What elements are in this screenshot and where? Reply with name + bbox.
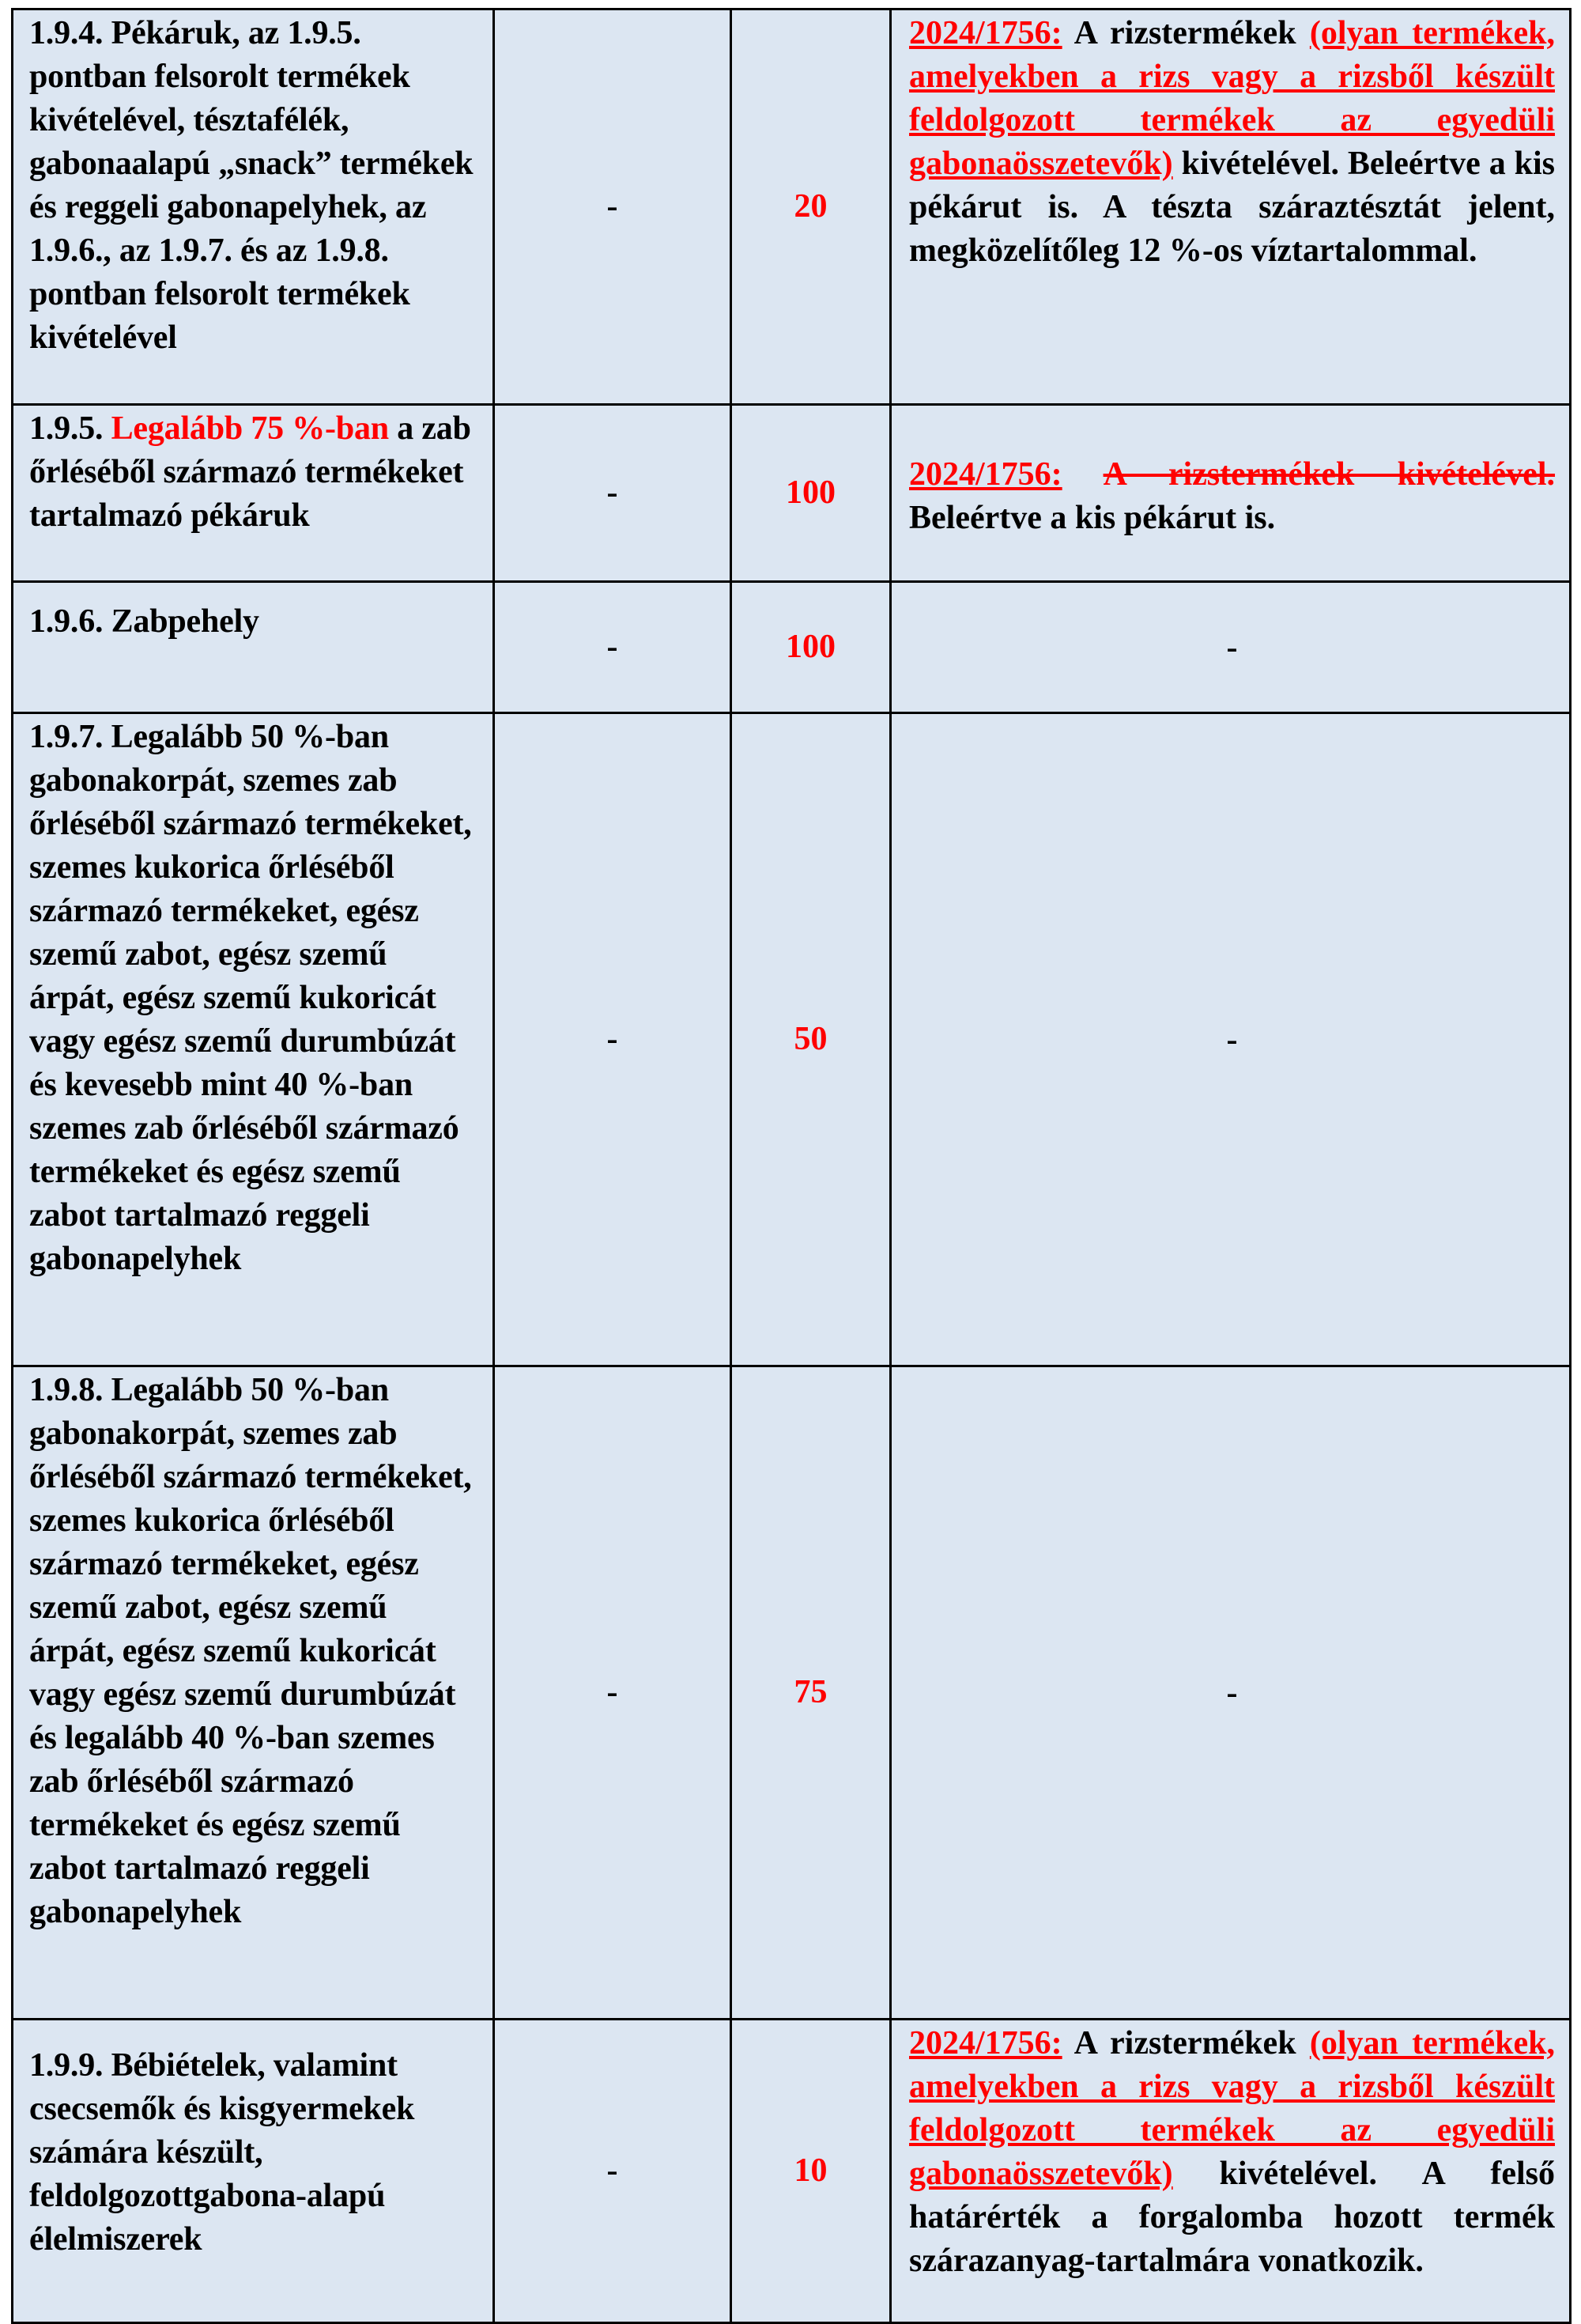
product-category-cell: [13, 713, 494, 1366]
dash-value: -: [606, 629, 618, 665]
product-category-text: 1.9.9. Bébiételek, valamint csecsemők és kisgyermekek számára készült, feldolgozottgabona-alapú élelmiszerek: [29, 2047, 415, 2258]
table-row: [13, 582, 1571, 713]
limit-value: 50: [794, 1021, 828, 1057]
limit-value-cell: [731, 1366, 891, 2020]
product-category-cell: [13, 405, 494, 582]
amendment-reference: 2024/1756:: [909, 2025, 1062, 2061]
dash-cell: [494, 405, 731, 582]
limit-value-cell: [731, 9, 891, 405]
note-text: kivételével. A felső határérték a forgalomba hozott termék szárazanyag-tartalmára vonatkozik.: [909, 2156, 1555, 2279]
limit-value: 100: [786, 474, 836, 511]
limit-value-cell: [731, 582, 891, 713]
note-dash: -: [1226, 629, 1238, 666]
note-text: kivételével. Beleértve a kis pékárut is. A tészta száraztésztát jelent, megközelítőleg 12 %-os víztartalommal.: [909, 145, 1555, 269]
product-category-text: 1.9.6. Zabpehely: [29, 603, 259, 640]
product-category-cell: [13, 582, 494, 713]
limits-table-wrapper: [11, 8, 1572, 2324]
table-row: [13, 9, 1571, 405]
limit-value: 20: [794, 188, 828, 225]
dash-cell: [494, 713, 731, 1366]
product-category-cell: [13, 9, 494, 405]
note-dash: -: [1226, 1022, 1238, 1058]
inserted-text: (olyan termékek, amelyekben a rizs vagy a rizsből készült feldolgozott termékek az egyedüli gabonaösszetevők): [909, 2025, 1555, 2192]
dash-cell: [494, 9, 731, 405]
product-category-text: 1.9.4. Pékáruk, az 1.9.5. pontban felsorolt termékek kivételével, tésztafélék, gabonaalapú „snack” termékek és reggeli gabonapelyhek, az 1.9.6., az 1.9.7. és az 1.9.8. pontban felsorolt termékek kivételével: [29, 15, 474, 356]
table-row: [13, 2020, 1571, 2323]
product-category-cell: [13, 2020, 494, 2323]
limit-value: 100: [786, 629, 836, 665]
note-cell: [891, 9, 1571, 405]
note-text: A rizstermékek: [1062, 2025, 1310, 2061]
note-dash: -: [1226, 1675, 1238, 1711]
note-cell: [891, 2020, 1571, 2323]
limit-value: 75: [794, 1674, 828, 1710]
note-cell: [891, 1366, 1571, 2020]
amendment-reference: 2024/1756:: [909, 15, 1062, 51]
product-category-text: 1.9.7. Legalább 50 %-ban gabonakorpát, szemes zab őrléséből származó termékeket, szemes kukorica őrléséből származó termékeket, egész szemű zabot, egész szemű árpát, egész szemű kukoricát vagy egész szemű durumbúzát és kevesebb mint 40 %-ban szemes zab őrléséből származó termékeket és egész szemű zabot tartalmazó reggeli gabonapelyhek: [29, 719, 472, 1277]
amendment-reference: 2024/1756:: [909, 456, 1062, 493]
product-category-suffix: a zab őrléséből származó termékeket tartalmazó pékáruk: [29, 410, 471, 534]
dash-value: -: [606, 2152, 618, 2189]
struck-text: A rizstermékek kivételével.: [1103, 456, 1556, 493]
limit-value-cell: [731, 713, 891, 1366]
note-text: A rizstermékek: [1062, 15, 1310, 51]
dash-value: -: [606, 474, 618, 511]
dash-value: -: [606, 1021, 618, 1057]
dash-cell: [494, 1366, 731, 2020]
dash-cell: [494, 582, 731, 713]
note-cell: [891, 582, 1571, 713]
note-cell: [891, 405, 1571, 582]
dash-value: -: [606, 188, 618, 225]
inserted-text: (olyan termékek, amelyekben a rizs vagy a rizsből készült feldolgozott termékek az egyedüli gabonaösszetevők): [909, 15, 1555, 182]
dash-cell: [494, 2020, 731, 2323]
limit-value-cell: [731, 405, 891, 582]
limit-value: 10: [794, 2152, 828, 2189]
table-row: [13, 713, 1571, 1366]
note-cell: [891, 713, 1571, 1366]
product-category-cell: [13, 1366, 494, 2020]
dash-value: -: [606, 1674, 618, 1710]
limit-value-cell: [731, 2020, 891, 2323]
limits-table: [11, 8, 1572, 2324]
table-row: [13, 405, 1571, 582]
product-category-prefix: 1.9.5.: [29, 410, 111, 447]
inserted-text: Legalább 75 %-ban: [111, 410, 389, 447]
table-row: [13, 1366, 1571, 2020]
product-category-text: 1.9.8. Legalább 50 %-ban gabonakorpát, szemes zab őrléséből származó termékeket, szemes kukorica őrléséből származó termékeket, egész szemű zabot, egész szemű árpát, egész szemű kukoricát vagy egész szemű durumbúzát és legalább 40 %-ban szemes zab őrléséből származó termékeket és egész szemű zabot tartalmazó reggeli gabonapelyhek: [29, 1372, 472, 1930]
note-text: Beleértve a kis pékárut is.: [909, 500, 1276, 536]
